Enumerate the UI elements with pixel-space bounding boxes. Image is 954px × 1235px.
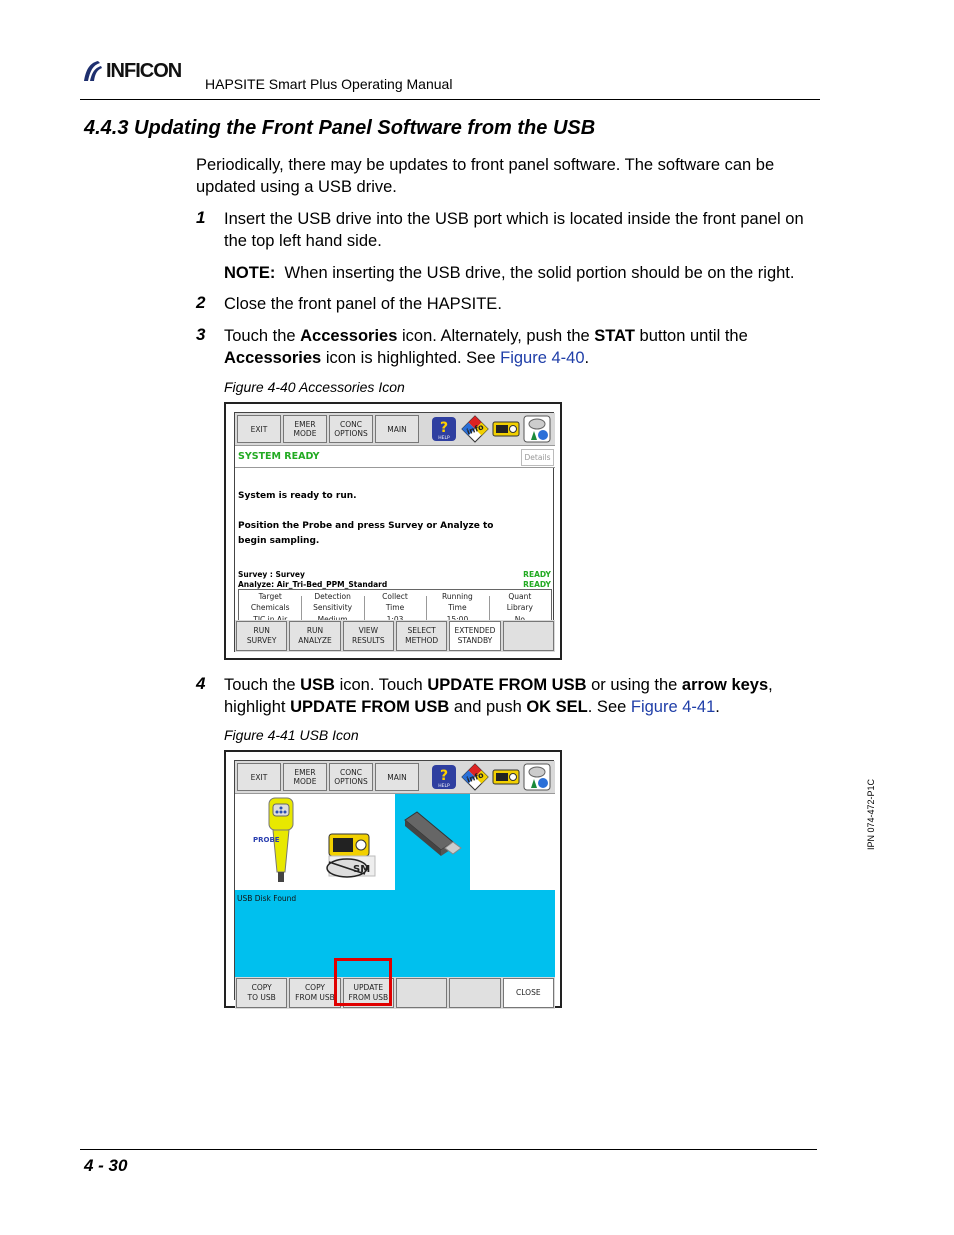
top-toolbar — [235, 761, 555, 794]
figure-4-41-link[interactable]: Figure 4-41 — [630, 698, 716, 716]
inficon-logo — [80, 58, 200, 84]
emer-mode-button[interactable]: EMER MODE — [283, 763, 327, 791]
svg-text:?: ? — [439, 420, 449, 436]
top-toolbar — [235, 413, 555, 446]
top-icons — [421, 763, 553, 791]
step-3-number: 3 — [196, 325, 206, 344]
blank-button-2[interactable] — [449, 978, 500, 1008]
step-2-number: 2 — [196, 293, 206, 312]
close-button[interactable]: CLOSE — [503, 978, 554, 1008]
top-icons — [421, 415, 553, 443]
analyze-ready: READY — [523, 580, 551, 589]
svg-text:HELP: HELP — [438, 436, 450, 441]
probe-tile[interactable] — [235, 794, 315, 890]
usb-drive-icon — [395, 794, 470, 890]
instruction-line-1: Position the Probe and press Survey or Analyze to — [238, 521, 494, 531]
ready-message: System is ready to run. — [238, 491, 357, 501]
svg-text:SM: SM — [353, 864, 371, 875]
collect-time: Collect Time — [364, 590, 426, 626]
usb-status-area — [235, 890, 555, 977]
bottom-toolbar — [235, 977, 555, 1009]
document-code: IPN 074-472-P1C — [866, 778, 876, 850]
note-label: NOTE: — [224, 264, 276, 282]
status-bar — [235, 446, 555, 468]
run-survey-button[interactable]: RUN SURVEY — [236, 621, 287, 651]
figure-41-caption: Figure 4-41 USB Icon — [224, 727, 359, 743]
usb-screen — [234, 760, 554, 1000]
accessories-icon[interactable] — [523, 415, 551, 443]
detection-sensitivity: Detection Sensitivity — [301, 590, 363, 626]
figure-40-caption: Figure 4-40 Accessories Icon — [224, 379, 405, 395]
exit-button[interactable]: EXIT — [237, 763, 281, 791]
blank-button[interactable] — [503, 621, 554, 651]
step-4-text: Touch the USB icon. Touch UPDATE FROM USB or using the arrow keys, highlight UPDATE FROM USB and push OK SEL. See Figure 4-41. — [224, 676, 773, 716]
copy-from-usb-button[interactable]: COPY FROM USB — [289, 978, 340, 1008]
blank-button-1[interactable] — [396, 978, 447, 1008]
system-status: SYSTEM READY — [238, 451, 320, 462]
usb-disk-status: USB Disk Found — [237, 894, 297, 903]
intro-paragraph: Periodically, there may be updates to front panel software. The software can be updated using a USB drive. — [196, 156, 775, 196]
extended-standby-button[interactable]: EXTENDED STANDBY — [449, 621, 500, 651]
emer-mode-button[interactable]: EMER MODE — [283, 415, 327, 443]
analyze-line: Analyze: Air_Tri-Bed_PPM_Standard — [238, 580, 388, 589]
info-diamond-icon[interactable] — [461, 763, 489, 791]
logo-text: INFICON — [106, 59, 182, 82]
accessories-screen — [234, 412, 554, 652]
svg-text:?: ? — [439, 768, 449, 784]
instruction-line-2: begin sampling. — [238, 536, 320, 546]
details-button[interactable]: Details — [521, 449, 554, 466]
main-button[interactable]: MAIN — [375, 415, 419, 443]
figure-4-41 — [224, 750, 562, 1008]
step-3-text: Touch the Accessories icon. Alternately, push the STAT button until the Accessories icon is highlighted. See Figure 4-40. — [224, 327, 748, 367]
step-2-text: Close the front panel of the HAPSITE. — [224, 295, 502, 313]
survey-ready: READY — [523, 570, 551, 579]
page-number: 4 - 30 — [84, 1156, 128, 1175]
smart-module-tile[interactable] — [315, 794, 395, 890]
section-heading: 4.4.3 Updating the Front Panel Software from the USB — [84, 117, 596, 139]
smart-module-icon — [315, 794, 395, 890]
device-tiles — [235, 794, 555, 890]
step-1-number: 1 — [196, 208, 206, 227]
conc-options-button[interactable]: CONC OPTIONS — [329, 763, 373, 791]
probe-label: PROBE — [253, 836, 280, 844]
survey-line: Survey : Survey — [238, 570, 305, 579]
main-button[interactable]: MAIN — [375, 763, 419, 791]
footer-divider — [80, 1149, 817, 1150]
quant-library: Quant Library — [489, 590, 551, 626]
usb-drive-tile[interactable] — [395, 794, 470, 890]
svg-text:info: info — [465, 770, 485, 785]
exit-button[interactable]: EXIT — [237, 415, 281, 443]
info-diamond-icon[interactable] — [461, 415, 489, 443]
update-from-usb-highlight — [334, 958, 392, 1006]
note-text: When inserting the USB drive, the solid portion should be on the right. — [284, 264, 795, 282]
copy-to-usb-button[interactable]: COPY TO USB — [236, 978, 287, 1008]
accessories-icon[interactable] — [523, 763, 551, 791]
view-results-button[interactable]: VIEW RESULTS — [343, 621, 394, 651]
usb-device-icon[interactable] — [492, 763, 520, 791]
help-icon[interactable] — [430, 763, 458, 791]
help-icon[interactable] — [430, 415, 458, 443]
note — [224, 262, 824, 284]
step-4-number: 4 — [196, 674, 206, 693]
svg-text:info: info — [465, 422, 485, 437]
header-divider — [80, 99, 820, 100]
run-analyze-button[interactable]: RUN ANALYZE — [289, 621, 340, 651]
usb-device-icon[interactable] — [492, 415, 520, 443]
target-chemicals: Target Chemicals — [250, 591, 290, 613]
inficon-logo-mark-icon — [80, 59, 104, 83]
figure-4-40 — [224, 402, 562, 660]
conc-options-button[interactable]: CONC OPTIONS — [329, 415, 373, 443]
svg-text:HELP: HELP — [438, 784, 450, 789]
update-from-usb-button[interactable]: UPDATE FROM USB — [343, 978, 394, 1008]
bottom-toolbar — [235, 620, 555, 652]
running-time: Running Time — [426, 590, 488, 626]
figure-4-40-link[interactable]: Figure 4-40 — [500, 349, 585, 367]
select-method-button[interactable]: SELECT METHOD — [396, 621, 447, 651]
step-1-text: Insert the USB drive into the USB port which is located inside the front panel on the top left hand side. — [224, 210, 804, 250]
manual-title: HAPSITE Smart Plus Operating Manual — [205, 76, 453, 92]
